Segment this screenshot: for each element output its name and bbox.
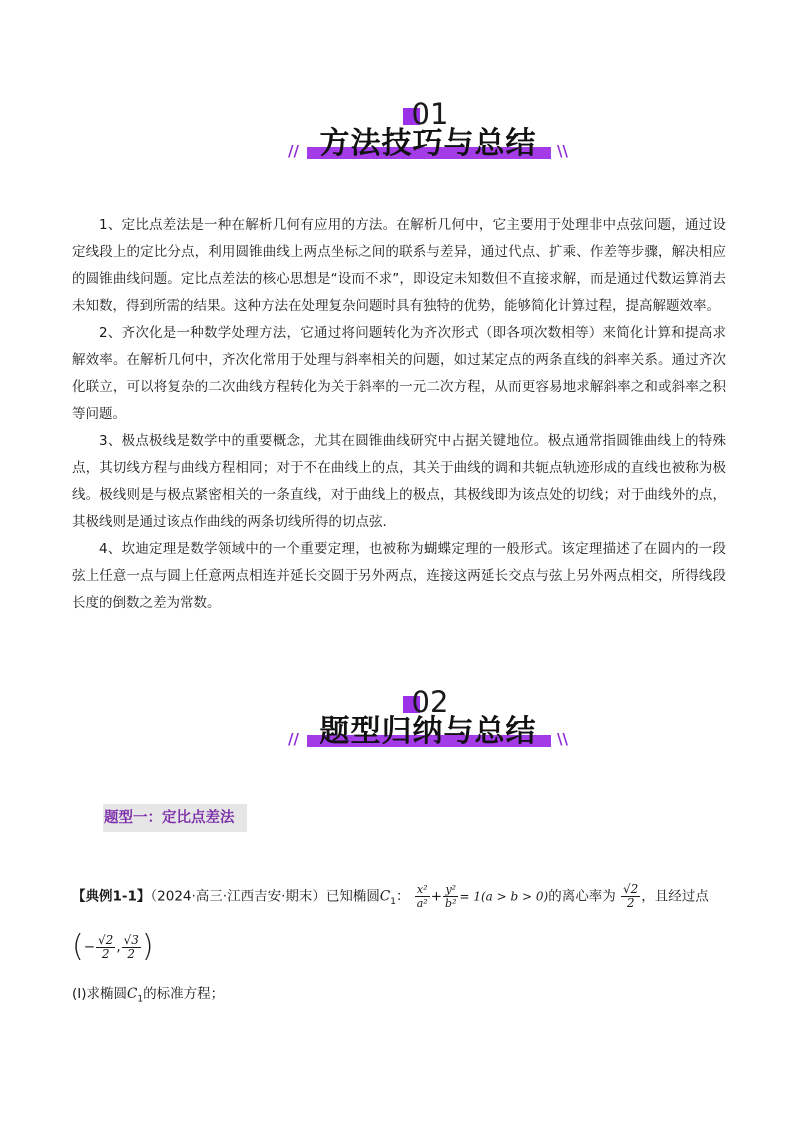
- example-source: （2024·高三·江西吉安·期末）已知椭圆: [150, 888, 380, 905]
- example-problem: 【典例1-1】（2024·高三·江西吉安·期末）已知椭圆$C_1$： $\frac{\text{x²}}{\text{a²}}$ + $\frac{\text{y²}}{\text{b²}}$ = 1(a > b > 0)的离心率为 $\frac{√2}{2}$ ，且经过点: [72, 882, 709, 910]
- x-fraction: $\frac{\text{x²}}{\text{a²}}$: [416, 883, 428, 910]
- equation-tail: = 1(a > b > 0): [459, 889, 549, 904]
- sub-question-text: 求椭圆: [86, 986, 128, 1002]
- slash-right-decor: \\: [557, 142, 568, 160]
- given-point: (− $\frac{√2}{2}$ , $\frac{√3}{2}$ ): [72, 929, 154, 964]
- point-y-fraction: $\frac{√3}{2}$: [123, 932, 139, 961]
- section-number: 01: [411, 97, 449, 131]
- eccentricity-text: 的离心率为: [548, 888, 616, 905]
- paragraph: 3、极点极线是数学中的重要概念，尤其在圆锥曲线研究中占据关键地位。极点通常指圆锥曲线上的特殊点，其切线方程与曲线方程相同；对于不在曲线上的点，其关于曲线的调和共轭点轨迹形成的直线也被称为极线。极线则是与极点紧密相关的一条直线，对于曲线上的极点，其极线即为该点处的切线；对于曲线外的点，其极线则是通过该点作曲线的两条切线所得的切点弦.: [72, 433, 726, 530]
- section-number: 02: [411, 685, 449, 719]
- slash-left-decor: //: [288, 142, 299, 160]
- section-title: 方法技巧与总结: [319, 126, 537, 161]
- section-header-2: [0, 686, 794, 756]
- point-intro: ，且经过点: [641, 888, 709, 905]
- problem-type-label: 题型一：定比点差法: [103, 804, 247, 832]
- paragraph: 2、齐次化是一种数学处理方法，它通过将问题转化为齐次形式（即各项次数相等）来简化计算和提高求解效率。在解析几何中，齐次化常用于处理与斜率相关的问题，如过某定点的两条直线的斜率关系。通过齐次化联立，可以将复杂的二次曲线方程转化为关于斜率的一元二次方程，从而更容易地求解斜率之和或斜率之积等问题。: [72, 325, 726, 422]
- method-summary: [72, 212, 726, 617]
- colon: ：: [395, 888, 410, 905]
- sub-question-tail: 的标准方程；: [143, 986, 225, 1002]
- example-tag: 【典例1-1】: [72, 888, 151, 905]
- section-title: 题型归纳与总结: [319, 714, 537, 749]
- eccentricity-fraction: $\frac{√2}{2}$: [623, 882, 639, 910]
- section-header-1: [0, 98, 794, 168]
- point-x-fraction: $\frac{√2}{2}$: [98, 932, 114, 961]
- paragraph: 1、定比点差法是一种在解析几何有应用的方法。在解析几何中，它主要用于处理非中点弦问题，通过设定线段上的定比分点，利用圆锥曲线上两点坐标之间的联系与差异，通过代点、扩乘、作差等步骤，解决相应的圆锥曲线问题。定比点差法的核心思想是“设而不求”，即设定未知数但不直接求解，而是通过代数运算消去未知数，得到所需的结果。这种方法在处理复杂问题时具有独特的优势，能够简化计算过程，提高解题效率。: [72, 217, 726, 314]
- sub-question-mark: (Ⅰ): [72, 986, 87, 1002]
- slash-right-decor: \\: [557, 730, 568, 748]
- slash-left-decor: //: [288, 730, 299, 748]
- y-fraction: $\frac{\text{y²}}{\text{b²}}$: [445, 883, 457, 910]
- curve-subscript: 1: [137, 994, 144, 1005]
- curve-name: C: [379, 888, 391, 905]
- curve-subscript: 1: [390, 897, 396, 908]
- curve-name: C: [127, 986, 138, 1002]
- paragraph: 4、坎迪定理是数学领域中的一个重要定理，也被称为蝴蝶定理的一般形式。该定理描述了在圆内的一段弦上任意一点与圆上任意两点相连并延长交圆于另外两点，连接这两延长交点与弦上另外两点相交，所得线段长度的倒数之差为常数。: [72, 541, 726, 611]
- sub-question-1: [72, 981, 224, 1013]
